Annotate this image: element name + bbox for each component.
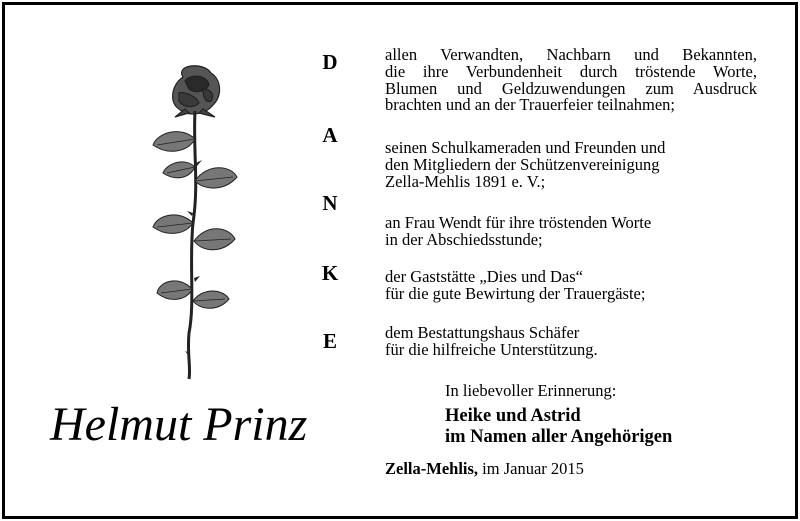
danke-letter-e: E	[322, 329, 337, 353]
memory-line: In liebevoller Erinnerung:	[445, 381, 617, 400]
text-line: allen Verwandten, Nachbarn und Bekannten,	[385, 45, 757, 64]
text-line: der Gaststätte „Dies und Das“	[385, 267, 583, 286]
thanks-paragraph-relatives	[385, 47, 757, 114]
thanks-paragraph-restaurant	[385, 269, 757, 303]
death-notice-card	[2, 2, 798, 519]
signer-line: im Namen aller Angehörigen	[445, 427, 673, 447]
thanks-paragraph-wendt	[385, 215, 757, 249]
danke-letter-a: A	[322, 123, 338, 147]
danke-letter-k: K	[321, 261, 339, 285]
text-line: in der Abschiedsstunde;	[385, 229, 543, 249]
thanks-paragraph-friends	[385, 140, 757, 190]
text-line: Blumen und Geldzuwendungen zum Ausdruck	[385, 78, 757, 98]
text-line: dem Bestattungshaus Schäfer	[385, 323, 580, 342]
text-line: die ihre Verbundenheit durch tröstende Worte,	[385, 61, 757, 81]
text-line: seinen Schulkameraden und Freunden und	[385, 138, 666, 157]
rose-icon	[145, 63, 245, 381]
thanks-paragraph-funeral-home	[385, 325, 757, 359]
danke-letter-d: D	[322, 50, 338, 74]
place-date	[385, 460, 584, 478]
text-line: an Frau Wendt für ihre tröstenden Worte	[385, 213, 652, 232]
text-line: brachten und an der Trauerfeier teilnahmen;	[385, 95, 676, 115]
text-line: Zella-Mehlis 1891 e. V.;	[385, 171, 546, 191]
date: im Januar 2015	[482, 459, 584, 478]
signers	[445, 406, 672, 448]
signer-line: Heike und Astrid	[445, 406, 581, 426]
danke-letter-n: N	[322, 191, 338, 215]
text-line: den Mitgliedern der Schützenvereinigung	[385, 154, 660, 174]
place-name: Zella-Mehlis,	[385, 459, 479, 478]
text-line: für die hilfreiche Unterstützung.	[385, 339, 598, 359]
text-line: für die gute Bewirtung der Trauergäste;	[385, 283, 646, 303]
deceased-name: Helmut Prinz	[50, 398, 308, 451]
